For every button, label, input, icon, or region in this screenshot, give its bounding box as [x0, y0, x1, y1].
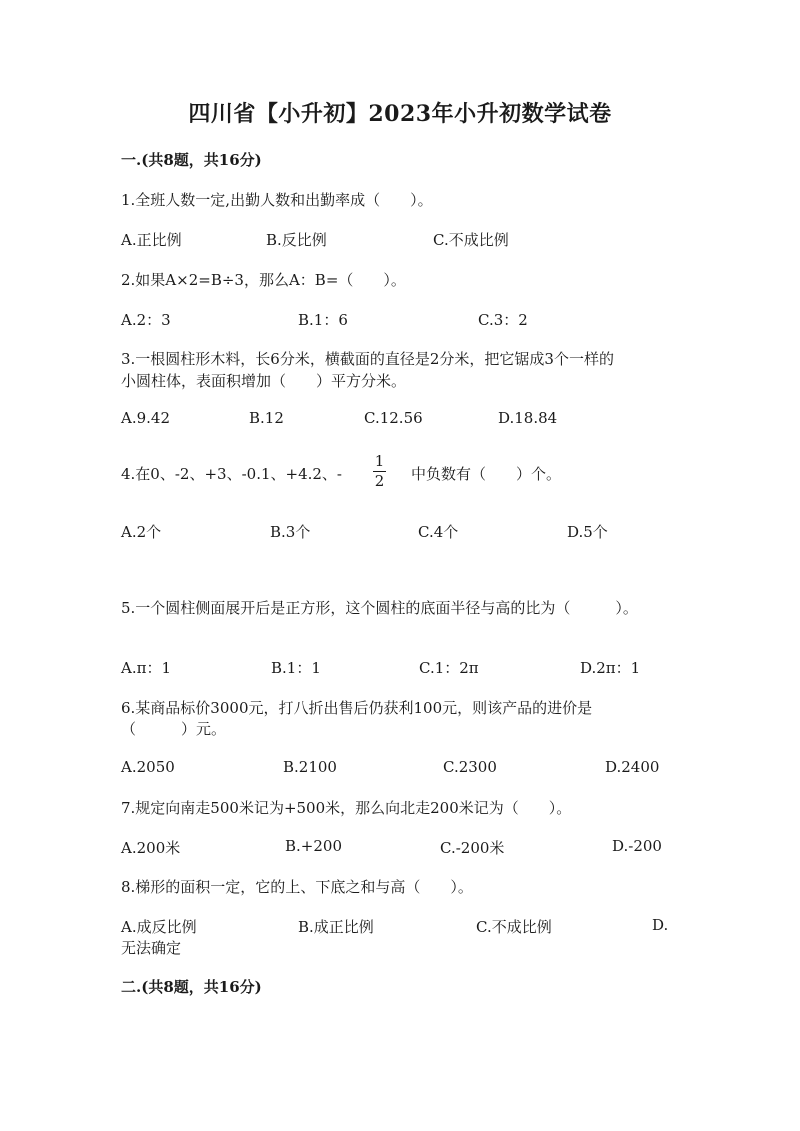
question-6-option-a: A.2050 — [121, 758, 175, 776]
question-1-text: 1.全班人数一定,出勤人数和出勤率成（ ）。 — [121, 191, 433, 209]
question-2-option-a: A.2：3 — [121, 311, 171, 329]
question-8-text: 8.梯形的面积一定，它的上、下底之和与高（ ）。 — [121, 878, 473, 896]
question-8-option-a: A.成反比例 — [121, 918, 197, 936]
question-3-option-c: C.12.56 — [364, 409, 423, 427]
question-3-option-d: D.18.84 — [498, 409, 558, 427]
question-4-text-after: 中负数有（ ）个。 — [411, 465, 562, 483]
question-8-option-d-continued: 无法确定 — [121, 939, 182, 957]
question-7-option-a: A.200米 — [121, 839, 181, 857]
question-8-option-b: B.成正比例 — [298, 918, 374, 936]
page-title: 四川省【小升初】2023年小升初数学试卷 — [188, 101, 612, 127]
question-7-option-b: B.+200 — [285, 837, 342, 855]
question-5-option-c: C.1：2π — [419, 659, 479, 677]
question-1-option-c: C.不成比例 — [433, 231, 509, 249]
fraction-denominator: 2 — [374, 472, 385, 490]
question-4-option-b: B.3个 — [270, 523, 311, 541]
section-heading-1: 一.(共8题，共16分) — [121, 151, 262, 169]
question-5-option-a: A.π：1 — [121, 659, 172, 677]
question-5-option-b: B.1：1 — [271, 659, 321, 677]
question-2-option-b: B.1：6 — [298, 311, 348, 329]
question-7-option-c: C.-200米 — [440, 839, 505, 857]
fraction-numerator: 1 — [374, 452, 385, 470]
question-8-option-d: D. — [652, 916, 669, 934]
question-2-text: 2.如果A×2=B÷3，那么A：B=（ ）。 — [121, 271, 406, 289]
section-heading-2: 二.(共8题，共16分) — [121, 978, 262, 996]
question-4-option-a: A.2个 — [121, 523, 162, 541]
question-3-text-line1: 3.一根圆柱形木料，长6分米，横截面的直径是2分米，把它锯成3个一样的 — [121, 350, 614, 368]
question-3-option-b: B.12 — [249, 409, 284, 427]
question-6-option-c: C.2300 — [443, 758, 497, 776]
question-2-option-c: C.3：2 — [478, 311, 528, 329]
question-5-option-d: D.2π：1 — [580, 659, 641, 677]
question-6-option-b: B.2100 — [283, 758, 337, 776]
question-3-option-a: A.9.42 — [121, 409, 170, 427]
question-3-text-line2: 小圆柱体，表面积增加（ ）平方分米。 — [121, 372, 407, 390]
question-4-text-before: 4.在0、-2、+3、-0.1、+4.2、- — [121, 465, 342, 483]
question-4-option-d: D.5个 — [567, 523, 608, 541]
question-6-text-line1: 6.某商品标价3000元，打八折出售后仍获利100元，则该产品的进价是 — [121, 699, 593, 717]
question-4-fraction — [373, 453, 386, 490]
question-4-option-c: C.4个 — [418, 523, 459, 541]
question-7-text: 7.规定向南走500米记为+500米，那么向北走200米记为（ ）。 — [121, 799, 572, 817]
question-5-text: 5.一个圆柱侧面展开后是正方形，这个圆柱的底面半径与高的比为（ ）。 — [121, 599, 638, 617]
question-7-option-d: D.-200 — [612, 837, 662, 855]
question-1-option-b: B.反比例 — [266, 231, 327, 249]
question-6-option-d: D.2400 — [605, 758, 660, 776]
question-8-option-c: C.不成比例 — [476, 918, 552, 936]
question-6-text-line2: （ ）元。 — [121, 720, 227, 738]
question-1-option-a: A.正比例 — [121, 231, 182, 249]
